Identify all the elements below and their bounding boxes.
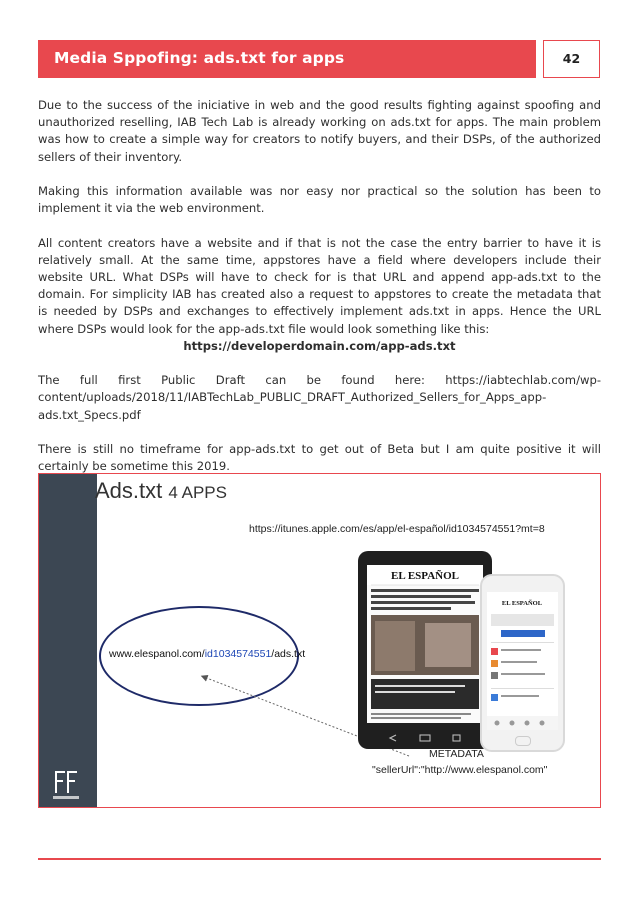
newspaper-screen-icon	[367, 565, 483, 723]
phone-home-button	[515, 736, 531, 746]
page-title: Media Sppofing: ads.txt for apps	[54, 49, 345, 67]
footer-divider	[38, 858, 601, 860]
page-number: 42	[543, 40, 600, 78]
app-screen-icon	[487, 592, 558, 730]
ellipse-url-prefix: www.elespanol.com/	[109, 648, 205, 660]
metadata-label: METADATA	[429, 748, 484, 760]
slide-title-sub: 4 APPS	[168, 483, 227, 502]
slide-title-main: Ads.txt	[95, 478, 163, 503]
ellipse-url-suffix: /ads.txt	[271, 648, 306, 660]
highlight-url: https://developerdomain.com/app-ads.txt	[183, 338, 456, 353]
tablet-screen	[367, 565, 483, 723]
paragraph-5: There is still no timeframe for app-ads.txt to get out of Beta but I am quite positive it will certainly be sometime this 2019.	[38, 442, 601, 474]
tablet-device	[358, 551, 492, 749]
paragraph-2: Making this information available was nor easy nor practical so the solution has been to implement it via the web environment.	[38, 184, 601, 216]
svg-text:EL ESPAÑOL: EL ESPAÑOL	[501, 600, 543, 607]
svg-text:EL ESPAÑOL: EL ESPAÑOL	[391, 570, 459, 582]
tablet-nav-icons	[358, 727, 492, 747]
phone-device	[480, 574, 565, 752]
metadata-value: "sellerUrl":"http://www.elespanol.com"	[372, 764, 548, 776]
paragraph-1: Due to the success of the iniciative in web and the good results fighting against spoofing and unauthorized reselling, IAB Tech Lab is already working on ads.txt for apps. The main problem was how to create a simple way for creators to notify buyers, and their DSPs, of the authorized sellers of their inventory.	[38, 98, 601, 164]
paragraph-4: The full first Public Draft can be found here: https://iabtechlab.com/wp-content/uploads/2018/11/IABTechLab_PUBLIC_DRAFT_Authorized_Sellers_for_Apps_app-ads.txt_Specs.pdf	[38, 373, 601, 422]
slide-image	[38, 473, 601, 808]
phone-screen	[487, 592, 558, 730]
itunes-url: https://itunes.apple.com/es/app/el-español/id1034574551?mt=8	[249, 523, 545, 535]
paragraph-3: All content creators have a website and if that is not the case the entry barrier to have it is relatively small. At the same time, appstores have a field where developers include their website URL. What DSPs will have to check for is that URL and append app-ads.txt to the domain. For simplicity IAB has created also a request to appstores to create the metadata that is needed by DSPs and exchanges to effectively implement ads.txt in apps. Hence the URL where DSPs would look for the app-ads.txt file would look something like this:	[38, 235, 601, 336]
body-text	[38, 97, 601, 493]
ellipse-url-id: id1034574551	[204, 648, 272, 660]
